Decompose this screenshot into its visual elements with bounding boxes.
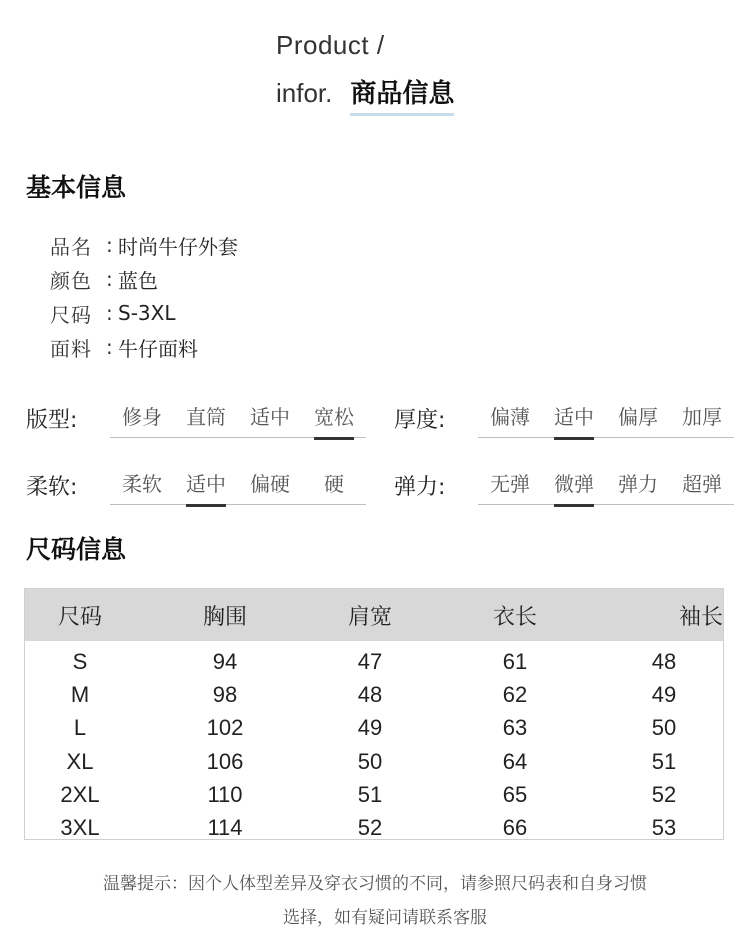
sleeve-cell: 51 bbox=[651, 748, 677, 774]
attr-softness-option: 硬 bbox=[324, 471, 344, 496]
chest-cell: 114 bbox=[207, 815, 243, 841]
table-row bbox=[25, 678, 723, 711]
basic-info-key: 尺码 bbox=[50, 302, 92, 327]
attr-thickness bbox=[394, 398, 734, 438]
basic-info-value: 时尚牛仔外套 bbox=[118, 234, 238, 259]
shoulder-cell: 47 bbox=[357, 648, 383, 674]
table-row bbox=[25, 712, 723, 745]
size-cell: M bbox=[70, 681, 90, 707]
attr-softness bbox=[26, 465, 366, 505]
table-row bbox=[25, 645, 723, 678]
size-cell: L bbox=[73, 715, 87, 741]
attr-softness-option-selected: 适中 bbox=[174, 465, 238, 505]
size-header-cell: 尺码 bbox=[57, 604, 102, 630]
attr-softness-option: 偏硬 bbox=[250, 471, 290, 496]
attr-elasticity-option: 弹力 bbox=[618, 471, 658, 496]
chest-cell: 98 bbox=[212, 681, 238, 707]
shoulder-cell: 52 bbox=[357, 815, 383, 841]
header-english-line1: Product / bbox=[276, 30, 385, 60]
size-header-cell: 肩宽 bbox=[347, 604, 392, 630]
length-cell: 63 bbox=[502, 715, 528, 741]
product-info-header bbox=[276, 30, 454, 110]
attr-thickness-option: 偏厚 bbox=[618, 404, 658, 429]
attr-fit bbox=[26, 398, 366, 438]
shoulder-cell: 49 bbox=[357, 715, 383, 741]
attr-fit-option: 修身 bbox=[122, 404, 162, 429]
length-cell: 66 bbox=[502, 815, 528, 841]
header-chinese-title: 商品信息 bbox=[350, 73, 454, 110]
basic-info-value: 牛仔面料 bbox=[118, 336, 198, 361]
attr-fit-option: 适中 bbox=[250, 404, 290, 429]
attr-softness-options bbox=[110, 465, 366, 505]
basic-info-value: 蓝色 bbox=[118, 268, 158, 293]
size-table-body bbox=[25, 641, 723, 845]
attr-thickness-label: 厚度: bbox=[394, 407, 446, 433]
length-cell: 62 bbox=[502, 681, 528, 707]
shoulder-cell: 51 bbox=[357, 781, 383, 807]
shoulder-cell: 48 bbox=[357, 681, 383, 707]
basic-info-value: S-3XL bbox=[118, 301, 176, 325]
size-header-cell: 袖长 bbox=[678, 604, 723, 630]
attr-fit-option-selected: 宽松 bbox=[302, 398, 366, 438]
size-cell: 3XL bbox=[60, 815, 100, 841]
table-row bbox=[25, 745, 723, 778]
sleeve-cell: 49 bbox=[651, 681, 677, 707]
size-header-cell: 衣长 bbox=[492, 604, 537, 630]
basic-info-row: 颜色 : 蓝色 bbox=[50, 262, 238, 296]
attr-thickness-option-selected: 适中 bbox=[542, 398, 606, 438]
size-info-title: 尺码信息 bbox=[26, 535, 127, 564]
attr-elasticity-label: 弹力: bbox=[394, 474, 446, 500]
size-tip-line2: 选择，如有疑问请联系客服 bbox=[283, 908, 487, 928]
length-cell: 64 bbox=[502, 748, 528, 774]
size-table-header bbox=[25, 589, 723, 641]
chest-cell: 102 bbox=[206, 715, 244, 741]
basic-info-row: 面料 : 牛仔面料 bbox=[50, 330, 238, 364]
attr-fit-option: 直筒 bbox=[186, 404, 226, 429]
attr-thickness-option: 偏薄 bbox=[490, 404, 530, 429]
attr-elasticity-options bbox=[478, 465, 734, 505]
size-cell: S bbox=[72, 648, 88, 674]
size-table bbox=[24, 588, 724, 840]
chest-cell: 94 bbox=[212, 648, 238, 674]
sleeve-cell: 48 bbox=[651, 648, 677, 674]
sleeve-cell: 52 bbox=[651, 781, 677, 807]
basic-info-key: 面料 bbox=[50, 336, 92, 361]
length-cell: 61 bbox=[502, 648, 528, 674]
basic-info-key: 颜色 bbox=[50, 268, 92, 293]
length-cell: 65 bbox=[502, 781, 528, 807]
attr-elasticity-option: 超弹 bbox=[682, 471, 722, 496]
attr-elasticity-option-selected: 微弹 bbox=[542, 465, 606, 505]
size-tip-line1: 温馨提示：因个人体型差异及穿衣习惯的不同，请参照尺码表和自身习惯 bbox=[103, 874, 647, 894]
table-row bbox=[25, 811, 723, 844]
size-cell: XL bbox=[66, 748, 94, 774]
basic-info-list bbox=[50, 228, 238, 364]
size-header-cell: 胸围 bbox=[202, 604, 247, 630]
attr-thickness-options bbox=[478, 398, 734, 438]
header-english-line2: infor. bbox=[276, 78, 333, 108]
size-cell: 2XL bbox=[60, 781, 100, 807]
attr-fit-options bbox=[110, 398, 366, 438]
chest-cell: 110 bbox=[207, 781, 243, 807]
table-row bbox=[25, 778, 723, 811]
chest-cell: 106 bbox=[206, 748, 244, 774]
attr-softness-option: 柔软 bbox=[122, 471, 162, 496]
basic-info-title: 基本信息 bbox=[26, 173, 127, 202]
attr-elasticity-option: 无弹 bbox=[490, 471, 530, 496]
shoulder-cell: 50 bbox=[357, 748, 383, 774]
basic-info-key: 品名 bbox=[50, 234, 92, 259]
sleeve-cell: 50 bbox=[651, 715, 677, 741]
attr-fit-label: 版型: bbox=[26, 407, 78, 433]
basic-info-row: 品名 : 时尚牛仔外套 bbox=[50, 228, 238, 262]
sleeve-cell: 53 bbox=[651, 815, 677, 841]
attr-softness-label: 柔软: bbox=[26, 474, 78, 500]
attr-thickness-option: 加厚 bbox=[682, 404, 722, 429]
basic-info-row: 尺码 : S-3XL bbox=[50, 296, 238, 330]
attr-elasticity bbox=[394, 465, 734, 505]
